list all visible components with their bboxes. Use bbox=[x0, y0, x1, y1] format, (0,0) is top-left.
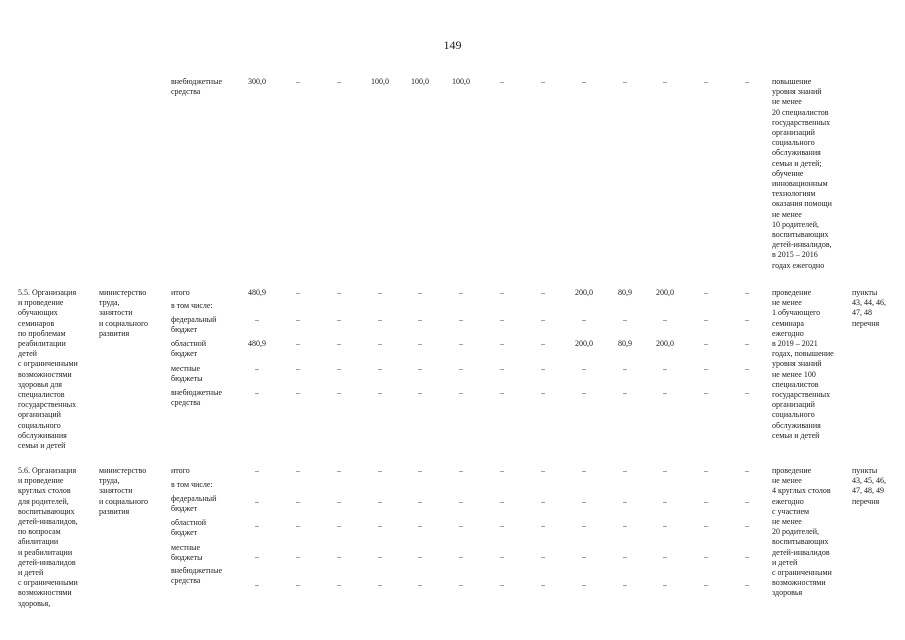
funding-source-federal: федеральный бюджет bbox=[171, 494, 217, 514]
funding-value: – bbox=[378, 552, 382, 561]
funding-value: – bbox=[541, 466, 545, 475]
funding-value: – bbox=[459, 521, 463, 530]
funding-value: 100,0 bbox=[371, 77, 389, 86]
expected-result: проведение не менее 4 круглых столов ежегодно с участием не менее 20 родителей, воспитывающих детей-инвалидов и детей с ограниченными возможностями здоровья bbox=[772, 466, 832, 598]
funding-value: – bbox=[623, 521, 627, 530]
funding-value: – bbox=[500, 466, 504, 475]
funding-value: – bbox=[663, 388, 667, 397]
funding-value: – bbox=[704, 339, 708, 348]
funding-value: – bbox=[337, 315, 341, 324]
funding-value: – bbox=[500, 77, 504, 86]
funding-value: – bbox=[623, 315, 627, 324]
funding-value: – bbox=[418, 580, 422, 589]
funding-value: – bbox=[541, 580, 545, 589]
funding-value: – bbox=[582, 388, 586, 397]
funding-value: – bbox=[459, 288, 463, 297]
funding-source-extrabudgetary: внебюджетные средства bbox=[171, 388, 222, 408]
funding-value: – bbox=[500, 388, 504, 397]
executor: министерство труда, занятости и социального развития bbox=[99, 288, 149, 338]
funding-value: – bbox=[337, 388, 341, 397]
funding-source-local: местные бюджеты bbox=[171, 543, 203, 563]
funding-value: – bbox=[663, 466, 667, 475]
funding-value: – bbox=[500, 552, 504, 561]
funding-value: – bbox=[378, 466, 382, 475]
funding-value: 200,0 bbox=[656, 288, 674, 297]
funding-value: – bbox=[582, 497, 586, 506]
funding-value: – bbox=[500, 364, 504, 373]
funding-value: – bbox=[745, 552, 749, 561]
funding-value: – bbox=[255, 521, 259, 530]
expected-result: проведение не менее 1 обучающего семинара ежегодно в 2019 – 2021 годах, повышение уровня знаний не менее 100 специалистов государственных организаций социального обслуживания семьи и детей bbox=[772, 288, 834, 440]
funding-value: – bbox=[745, 77, 749, 86]
funding-value: 200,0 bbox=[575, 339, 593, 348]
funding-value: – bbox=[704, 580, 708, 589]
funding-value: – bbox=[296, 580, 300, 589]
funding-value: – bbox=[582, 580, 586, 589]
funding-value: – bbox=[255, 388, 259, 397]
funding-value: – bbox=[582, 77, 586, 86]
funding-value: – bbox=[378, 388, 382, 397]
funding-source-including: в том числе: bbox=[171, 301, 213, 310]
funding-value: – bbox=[623, 552, 627, 561]
funding-value: – bbox=[296, 364, 300, 373]
funding-value: – bbox=[378, 315, 382, 324]
funding-value: – bbox=[296, 497, 300, 506]
funding-value: – bbox=[663, 552, 667, 561]
funding-value: – bbox=[663, 315, 667, 324]
funding-value: – bbox=[582, 552, 586, 561]
funding-value: – bbox=[541, 77, 545, 86]
funding-value: – bbox=[459, 580, 463, 589]
funding-value: – bbox=[296, 552, 300, 561]
funding-value: – bbox=[745, 466, 749, 475]
funding-value: – bbox=[378, 580, 382, 589]
funding-value: – bbox=[704, 552, 708, 561]
funding-value: – bbox=[337, 364, 341, 373]
funding-value: – bbox=[296, 77, 300, 86]
funding-value: – bbox=[582, 466, 586, 475]
funding-value: – bbox=[418, 364, 422, 373]
funding-value: – bbox=[459, 552, 463, 561]
funding-value: – bbox=[704, 497, 708, 506]
funding-value: – bbox=[296, 388, 300, 397]
funding-value: – bbox=[296, 339, 300, 348]
funding-value: – bbox=[459, 364, 463, 373]
funding-value: – bbox=[663, 521, 667, 530]
funding-source-including: в том числе: bbox=[171, 480, 213, 489]
funding-value: – bbox=[623, 497, 627, 506]
funding-value: – bbox=[378, 288, 382, 297]
funding-value: 200,0 bbox=[575, 288, 593, 297]
funding-value: 480,9 bbox=[248, 339, 266, 348]
funding-value: – bbox=[745, 339, 749, 348]
funding-value: 300,0 bbox=[248, 77, 266, 86]
funding-value: – bbox=[296, 521, 300, 530]
funding-value: – bbox=[459, 315, 463, 324]
funding-source-total: итого bbox=[171, 288, 190, 297]
funding-source-label: внебюджетные средства bbox=[171, 77, 222, 97]
funding-value: – bbox=[378, 364, 382, 373]
funding-value: – bbox=[500, 315, 504, 324]
funding-value: – bbox=[541, 497, 545, 506]
page-number: 149 bbox=[443, 38, 462, 52]
funding-value: – bbox=[500, 580, 504, 589]
funding-value: – bbox=[337, 580, 341, 589]
funding-source-extrabudgetary: внебюджетные средства bbox=[171, 566, 222, 586]
funding-value: – bbox=[255, 466, 259, 475]
funding-value: – bbox=[745, 288, 749, 297]
funding-value: – bbox=[541, 552, 545, 561]
funding-value: – bbox=[378, 521, 382, 530]
funding-value: – bbox=[337, 466, 341, 475]
funding-value: – bbox=[541, 521, 545, 530]
funding-value: – bbox=[418, 339, 422, 348]
measure-title: 5.6. Организация и проведение круглых столов для родителей, воспитывающих детей-инвалидов, по вопросам абилитации и реабилитации детей-инвалидов и детей с ограниченными возможностями здоровья, bbox=[18, 466, 78, 608]
funding-value: – bbox=[663, 364, 667, 373]
funding-value: – bbox=[500, 521, 504, 530]
funding-value: – bbox=[745, 521, 749, 530]
funding-value: – bbox=[745, 315, 749, 324]
funding-value: – bbox=[337, 521, 341, 530]
funding-value: 200,0 bbox=[656, 339, 674, 348]
funding-source-federal: федеральный бюджет bbox=[171, 315, 217, 335]
expected-result: повышение уровня знаний не менее 20 специалистов государственных организаций социального обслуживания семьи и детей; обучение инновационным технологиям оказания помощи не менее 10 родителей, воспитывающих детей-инвалидов, в 2015 – 2016 годах ежегодно bbox=[772, 77, 832, 270]
funding-value: – bbox=[582, 315, 586, 324]
funding-value: – bbox=[378, 497, 382, 506]
funding-value: 100,0 bbox=[411, 77, 429, 86]
funding-value: 80,9 bbox=[618, 339, 632, 348]
measure-title: 5.5. Организация и проведение обучающих семинаров по проблемам реабилитации детей с ограниченными возможностями здоровья для специалистов государственных организаций социального обслуживания семьи и детей bbox=[18, 288, 78, 451]
funding-value: – bbox=[704, 364, 708, 373]
funding-value: – bbox=[623, 77, 627, 86]
funding-value: 100,0 bbox=[452, 77, 470, 86]
funding-value: – bbox=[582, 521, 586, 530]
funding-value: – bbox=[704, 521, 708, 530]
funding-value: – bbox=[255, 580, 259, 589]
funding-value: – bbox=[296, 466, 300, 475]
funding-value: – bbox=[704, 466, 708, 475]
funding-value: – bbox=[541, 339, 545, 348]
funding-value: – bbox=[745, 580, 749, 589]
funding-value: – bbox=[378, 339, 382, 348]
funding-value: – bbox=[255, 497, 259, 506]
funding-value: – bbox=[337, 339, 341, 348]
funding-value: – bbox=[541, 315, 545, 324]
funding-value: – bbox=[337, 552, 341, 561]
funding-value: – bbox=[255, 552, 259, 561]
criteria-reference: пункты 43, 45, 46, 47, 48, 49 перечня bbox=[852, 466, 886, 506]
funding-source-local: местные бюджеты bbox=[171, 364, 203, 384]
funding-source-total: итого bbox=[171, 466, 190, 475]
funding-value: – bbox=[663, 77, 667, 86]
funding-value: – bbox=[623, 364, 627, 373]
funding-value: – bbox=[296, 315, 300, 324]
funding-value: – bbox=[745, 364, 749, 373]
funding-value: – bbox=[541, 364, 545, 373]
funding-value: – bbox=[704, 77, 708, 86]
funding-value: – bbox=[582, 364, 586, 373]
funding-value: – bbox=[418, 521, 422, 530]
funding-value: – bbox=[337, 77, 341, 86]
funding-value: – bbox=[459, 388, 463, 397]
funding-value: – bbox=[459, 497, 463, 506]
funding-source-regional: областной бюджет bbox=[171, 339, 207, 359]
funding-value: – bbox=[337, 288, 341, 297]
funding-value: – bbox=[459, 339, 463, 348]
funding-value: – bbox=[459, 466, 463, 475]
funding-value: – bbox=[704, 315, 708, 324]
funding-source-regional: областной бюджет bbox=[171, 518, 207, 538]
funding-value: – bbox=[418, 315, 422, 324]
funding-value: – bbox=[745, 497, 749, 506]
funding-value: – bbox=[418, 552, 422, 561]
funding-value: – bbox=[255, 315, 259, 324]
funding-value: – bbox=[704, 388, 708, 397]
funding-value: – bbox=[296, 288, 300, 297]
funding-value: – bbox=[623, 466, 627, 475]
funding-value: – bbox=[500, 339, 504, 348]
funding-value: – bbox=[663, 580, 667, 589]
funding-value: – bbox=[418, 288, 422, 297]
funding-value: – bbox=[255, 364, 259, 373]
funding-value: 80,9 bbox=[618, 288, 632, 297]
funding-value: – bbox=[541, 288, 545, 297]
criteria-reference: пункты 43, 44, 46, 47, 48 перечня bbox=[852, 288, 886, 328]
funding-value: – bbox=[623, 388, 627, 397]
funding-value: – bbox=[623, 580, 627, 589]
funding-value: – bbox=[500, 288, 504, 297]
funding-value: – bbox=[418, 466, 422, 475]
funding-value: – bbox=[418, 388, 422, 397]
funding-value: – bbox=[418, 497, 422, 506]
funding-value: – bbox=[745, 388, 749, 397]
funding-value: – bbox=[663, 497, 667, 506]
funding-value: – bbox=[704, 288, 708, 297]
funding-value: 480,9 bbox=[248, 288, 266, 297]
funding-value: – bbox=[337, 497, 341, 506]
funding-value: – bbox=[541, 388, 545, 397]
funding-value: – bbox=[500, 497, 504, 506]
executor: министерство труда, занятости и социального развития bbox=[99, 466, 149, 516]
